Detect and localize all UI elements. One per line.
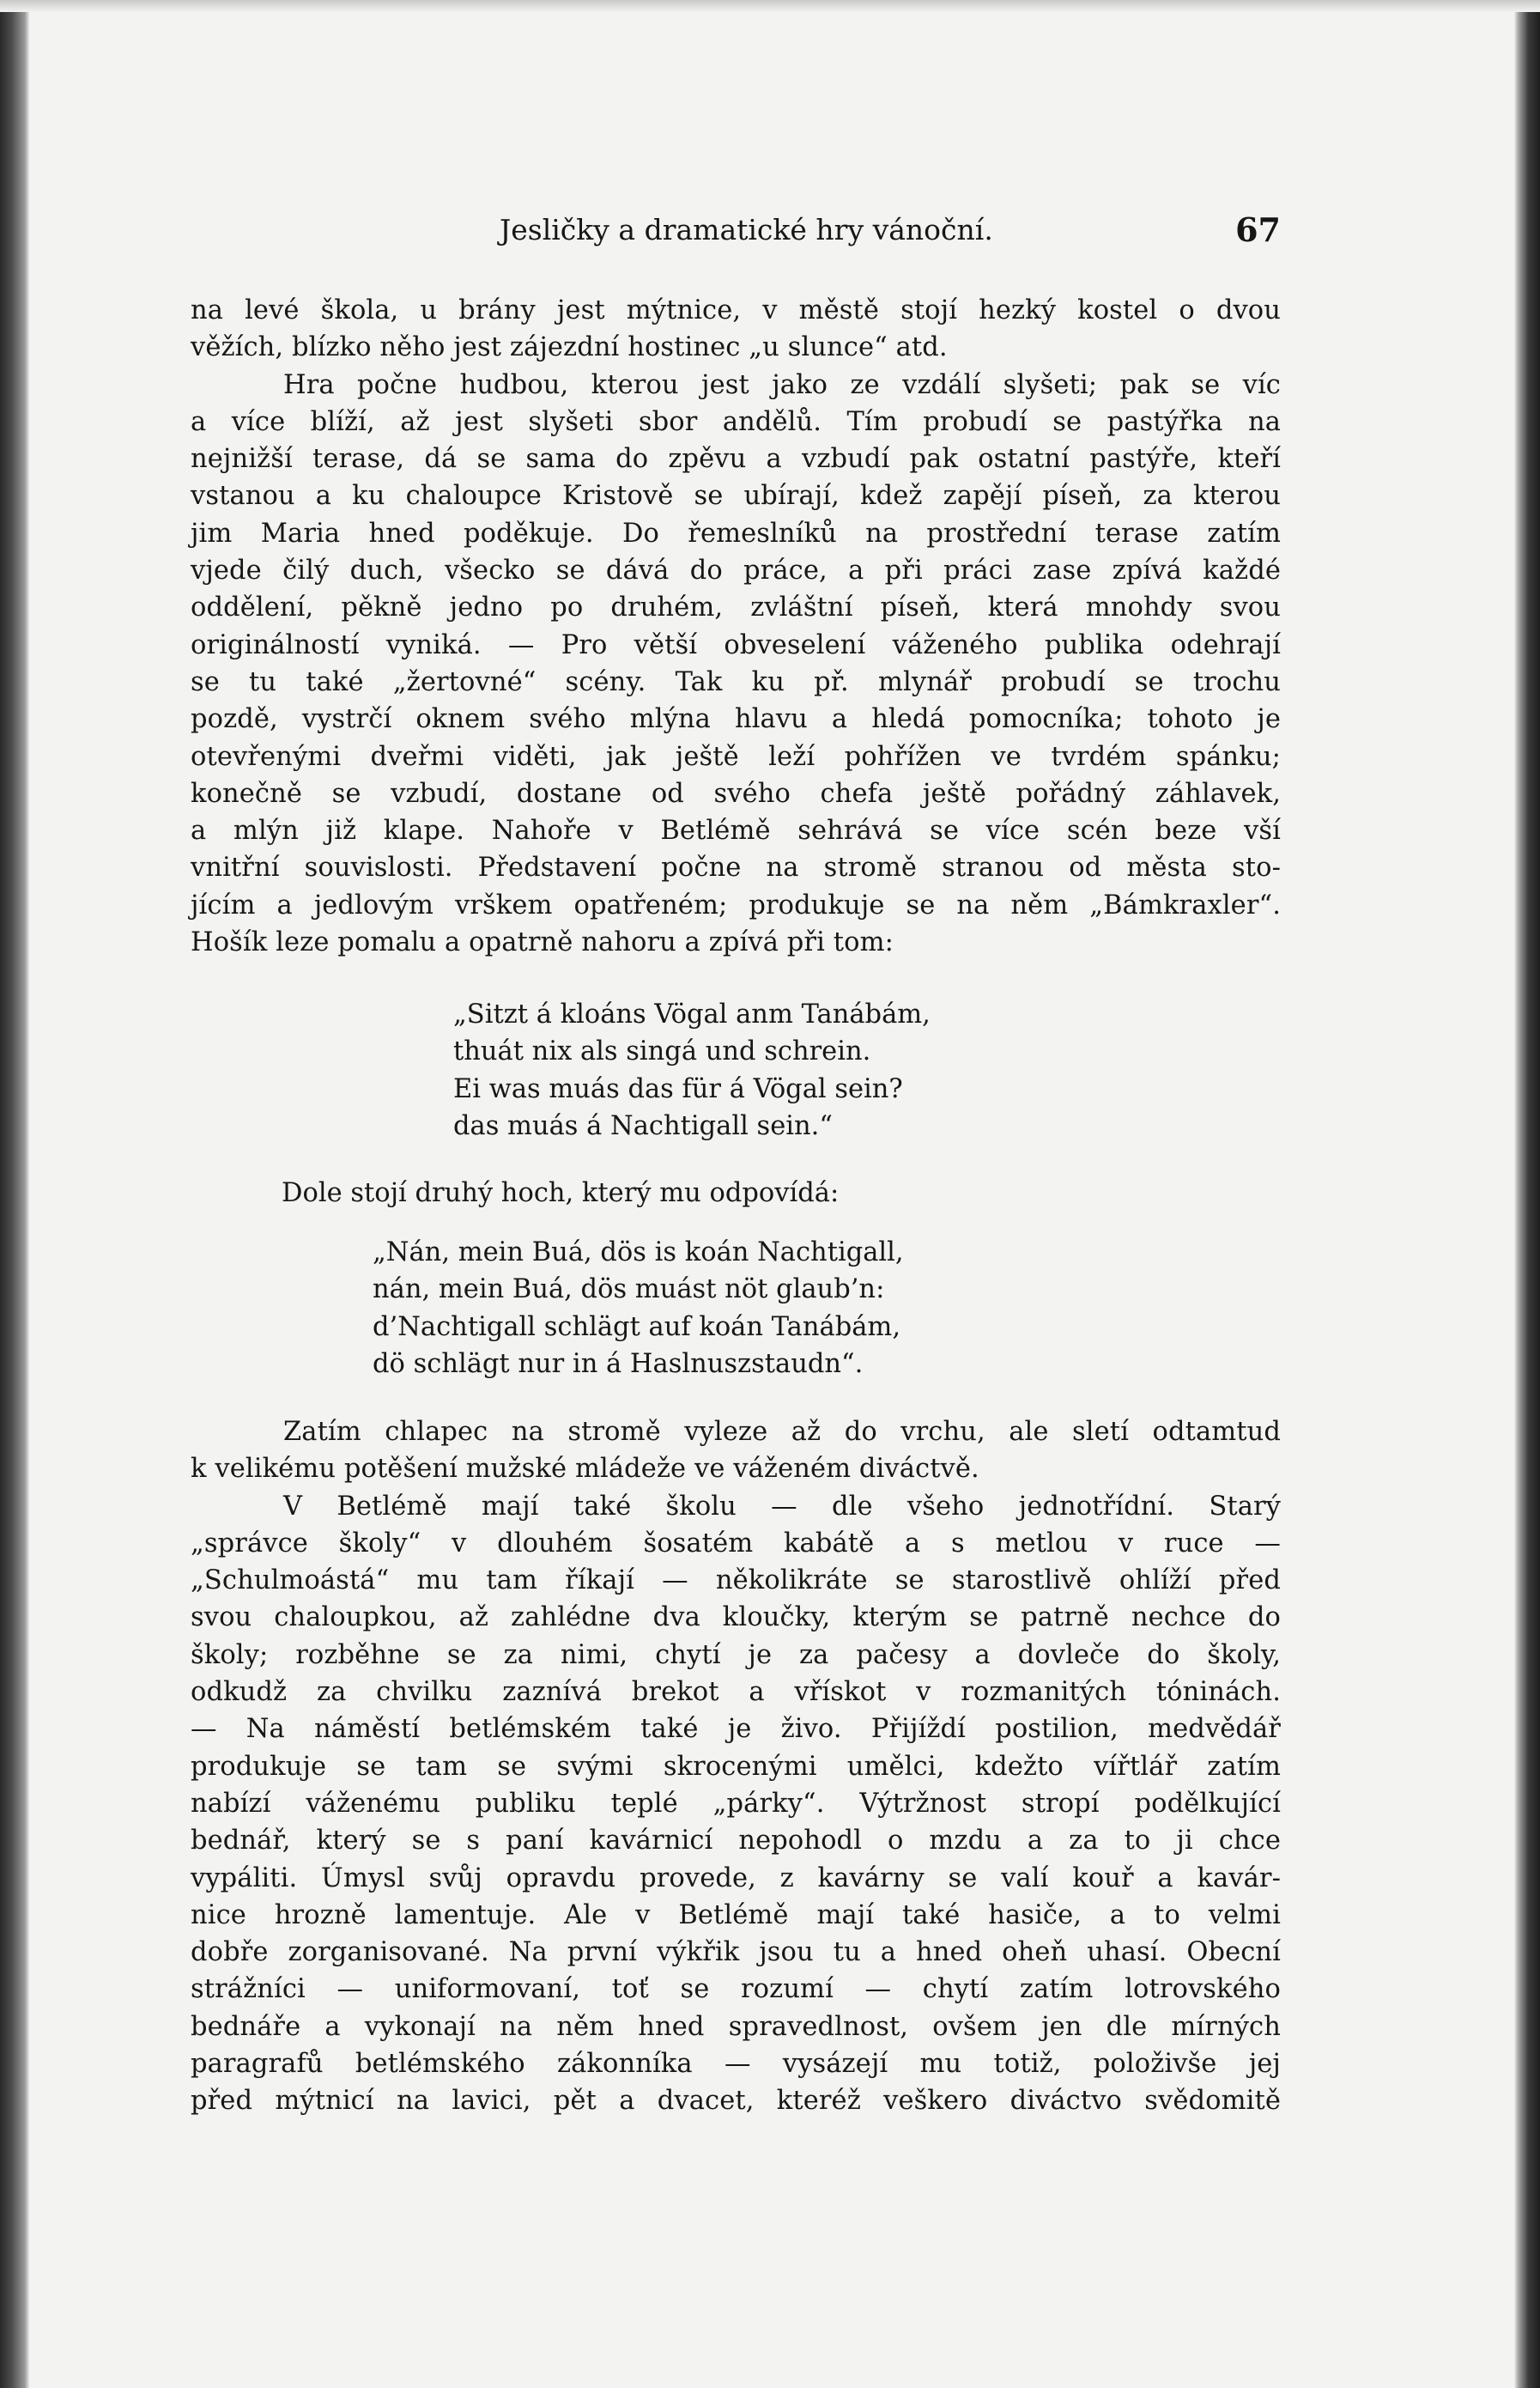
paragraph-1 — [191, 292, 1281, 961]
text-line: na levé škola, u brány jest mýtnice, v městě stojí hezký kostel o dvou — [191, 295, 1281, 325]
text-line: jim Maria hned poděkuje. Do řemeslníků na prostřední terase zatím — [191, 518, 1281, 549]
verse-line: „Nán, mein Buá, dös is koán Nachtigall, — [373, 1237, 904, 1267]
text-line: odkudž za chvilku zaznívá brekot a vřískot v rozmanitých tóninách. — [191, 1677, 1281, 1708]
verse-2 — [373, 1234, 904, 1382]
text-line: jícím a jedlovým vrškem opatřeném; produkuje se na něm „Bámkraxler“. — [191, 890, 1281, 921]
text-line: Hra počne hudbou, kterou jest jako ze vzdálí slyšeti; pak se víc — [283, 369, 1281, 400]
text-line: strážníci — uniformovaní, toť se rozumí — chytí zatím lotrovského — [191, 1974, 1281, 2005]
text-line: bednáře a vykonají na něm hned spravedlnost, ovšem jen dle mírných — [191, 2011, 1281, 2042]
verse-line: d’Nachtigall schlägt auf koán Tanábám, — [373, 1311, 901, 1342]
verse-line: „Sitzt á kloáns Vögal anm Tanábám, — [453, 1000, 931, 1030]
text-line: produkuje se tam se svými skrocenými umělci, kdežto vířtlář zatím — [191, 1751, 1281, 1782]
text-line: Hošík leze pomalu a opatrně nahoru a zpívá při tom: — [191, 927, 894, 958]
text-line: „Schulmoástá“ mu tam říkají — několikráte se starostlivě ohlíží před — [191, 1565, 1281, 1596]
verse-line: nán, mein Buá, dös muást nöt glaub’n: — [373, 1274, 885, 1305]
text-line: dobře zorganisované. Na první výkřik jsou tu a hned oheň uhasí. Obecní — [191, 1937, 1281, 1968]
text-line: originálností vyniká. — Pro větší obveselení váženého publika odehrají — [191, 629, 1281, 660]
text-line: vjede čilý duch, všecko se dává do práce, a při práci zase zpívá každé — [191, 556, 1281, 586]
verse-line: das muás á Nachtigall sein.“ — [453, 1110, 833, 1141]
verse-line: dö schlägt nur in á Haslnuszstaudn“. — [373, 1348, 864, 1379]
page-number: 67 — [1235, 210, 1281, 249]
text-line: Zatím chlapec na stromě vyleze až do vrchu, ale sletí odtamtud — [283, 1417, 1281, 1447]
scan-shadow-top — [0, 0, 1540, 12]
text-line: nabízí váženému publiku teplé „párky“. Výtržnost stropí podělkující — [191, 1788, 1281, 1819]
paragraph-2 — [191, 1413, 1281, 2120]
text-line: nice hrozně lamentuje. Ale v Betlémě mají také hasiče, a to velmi — [191, 1899, 1281, 1930]
text-line: paragrafů betlémského zákonníka — vysázejí mu totiž, položivše jej — [191, 2049, 1281, 2080]
verse-line: Ei was muás das für á Vögal sein? — [453, 1073, 903, 1104]
verse-1 — [453, 996, 931, 1145]
text-line: a mlýn již klape. Nahoře v Betlémě sehrává se více scén beze vší — [191, 816, 1281, 847]
text-line: vstanou a ku chaloupce Kristově se ubírají, kdež zapějí píseň, za kterou — [191, 481, 1281, 512]
running-title: Jesličky a dramatické hry vánoční. — [500, 213, 993, 246]
scan-shadow-left — [0, 0, 29, 2388]
text-line: se tu také „žertovné“ scény. Tak ku př. mlynář probudí se trochu — [191, 666, 1281, 697]
text-line: bednář, který se s paní kavárnicí nepohodl o mzdu a za to ji chce — [191, 1826, 1281, 1856]
text-line: — Na náměstí betlémském také je živo. Přijíždí postilion, medvědář — [191, 1714, 1281, 1745]
text-line: nejnižší terase, dá se sama do zpěvu a vzbudí pak ostatní pastýře, kteří — [191, 444, 1281, 475]
verse-line: thuát nix als singá und schrein. — [453, 1036, 871, 1067]
text-line: vypáliti. Úmysl svůj opravdu provede, z kavárny se valí kouř a kavár- — [191, 1862, 1281, 1893]
text-line: a více blíží, až jest slyšeti sbor andělů. Tím probudí se pastýřka na — [191, 406, 1281, 437]
text-line: před mýtnicí na lavici, pět a dvacet, kteréž veškero diváctvo svědomitě — [191, 2086, 1281, 2117]
text-line: pozdě, vystrčí oknem svého mlýna hlavu a hledá pomocníka; tohoto je — [191, 704, 1281, 735]
text-line: vnitřní souvislosti. Představení počne na stromě stranou od města sto- — [191, 853, 1281, 884]
text-line: oddělení, pěkně jedno po druhém, zvláštní píseň, která mnohdy svou — [191, 592, 1281, 623]
text-line: konečně se vzbudí, dostane od svého chefa ještě pořádný záhlavek, — [191, 778, 1281, 809]
reply-intro — [282, 1175, 839, 1212]
text-line: věžích, blízko něho jest zájezdní hostinec „u slunce“ atd. — [191, 332, 948, 363]
scan-shadow-right — [1514, 0, 1540, 2388]
text-line: V Betlémě mají také školu — dle všeho jednotřídní. Starý — [283, 1491, 1281, 1522]
text-line: k velikému potěšení mužské mládeže ve váženém diváctvě. — [191, 1454, 979, 1485]
text-line: otevřenými dveřmi viděti, jak ještě leží pohřížen ve tvrdém spánku; — [191, 741, 1281, 772]
text-line: školy; rozběhne se za nimi, chytí je za pačesy a dovleče do školy, — [191, 1639, 1281, 1670]
text-line: „správce školy“ v dlouhém šosatém kabátě a s metlou v ruce — — [191, 1528, 1281, 1559]
reply-intro-text: Dole stojí druhý hoch, který mu odpovídá: — [282, 1178, 840, 1208]
text-line: svou chaloupkou, až zahlédne dva kloučky, kterým se patrně nechce do — [191, 1602, 1281, 1633]
page-header — [191, 204, 1281, 256]
